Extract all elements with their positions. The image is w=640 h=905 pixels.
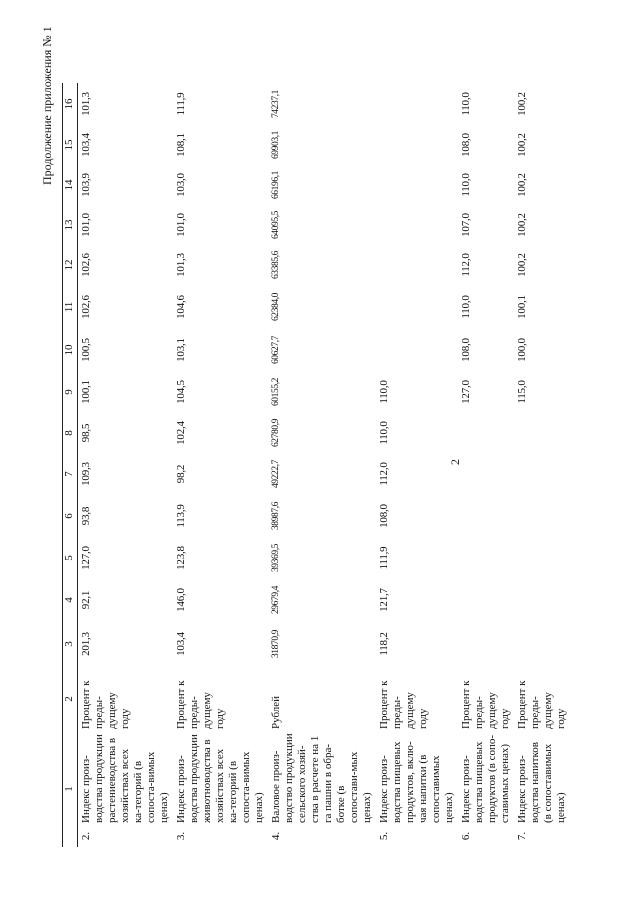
value-cell: 110,0 xyxy=(378,421,390,445)
indicator-name: Валовое произ-водство продукции сельского хозяй-ства в расчете на 1 га пашни в обра-ботке (в сопостави-мых ценах) xyxy=(270,733,373,823)
value-cell: 69903,1 xyxy=(271,130,281,160)
value-cell xyxy=(458,579,514,621)
row-number: 6. xyxy=(460,831,472,841)
value-cell: 74237,1 xyxy=(271,89,281,119)
header-cell: 13 xyxy=(63,205,78,245)
unit-of-measure: Процент к преды-дущему году xyxy=(80,680,131,729)
value-cell: 38987,6 xyxy=(271,501,281,531)
value-cell: 66196,1 xyxy=(271,170,281,200)
value-cell: 100,5 xyxy=(80,338,92,362)
header-cell: 10 xyxy=(63,329,78,371)
value-cell: 100,2 xyxy=(516,173,528,197)
value-cell xyxy=(514,495,570,537)
table-row xyxy=(173,83,268,847)
unit-of-measure: Рублей xyxy=(270,695,282,729)
value-cell: 103,9 xyxy=(80,173,92,197)
value-cell xyxy=(514,413,570,453)
value-cell xyxy=(376,245,458,285)
continuation-title: Продолжение приложения № 1 xyxy=(40,26,54,185)
row-number: 3. xyxy=(175,831,187,841)
value-cell: 93,8 xyxy=(80,506,92,526)
header-cell: 15 xyxy=(63,125,78,165)
unit-of-measure: Процент к преды-дущему году xyxy=(460,680,511,729)
value-cell xyxy=(376,329,458,371)
header-cell: 2 xyxy=(63,667,78,731)
value-cell: 101,3 xyxy=(175,253,187,277)
table-body xyxy=(78,83,571,847)
value-cell xyxy=(514,579,570,621)
value-cell: 127,0 xyxy=(80,546,92,570)
value-cell: 60155,2 xyxy=(271,377,281,407)
value-cell xyxy=(458,453,514,495)
value-cell: 104,5 xyxy=(175,380,187,404)
value-cell: 101,3 xyxy=(80,92,92,116)
value-cell xyxy=(376,83,458,125)
value-cell: 63385,6 xyxy=(271,250,281,280)
value-cell xyxy=(376,205,458,245)
value-cell: 31870,9 xyxy=(271,629,281,659)
value-cell: 103,4 xyxy=(80,133,92,157)
table-row xyxy=(268,83,376,847)
header-row xyxy=(63,83,78,847)
unit-of-measure: Процент к преды-дущему году xyxy=(378,680,429,729)
indicator-name: Индекс произ-водства пищевых продуктов (в сопо-ставимых ценах) xyxy=(460,734,511,823)
value-cell: 102,6 xyxy=(80,253,92,277)
value-cell: 146,0 xyxy=(175,588,187,612)
value-cell xyxy=(376,165,458,205)
value-cell: 123,8 xyxy=(175,546,187,570)
indicator-name: Индекс произ-водства продукции растениеводства в хозяйствах всех ка-тегорий (в сопоста-вимых ценах) xyxy=(80,734,170,823)
value-cell xyxy=(514,453,570,495)
unit-of-measure: Процент к преды-дущему году xyxy=(175,680,226,729)
value-cell: 110,0 xyxy=(378,380,390,404)
value-cell: 100,0 xyxy=(516,338,528,362)
value-cell: 108,0 xyxy=(378,504,390,528)
table-row xyxy=(376,83,458,847)
value-cell: 109,3 xyxy=(80,462,92,486)
value-cell: 108,0 xyxy=(460,338,472,362)
table-row xyxy=(458,83,514,847)
header-cell: 5 xyxy=(63,537,78,579)
value-cell: 104,6 xyxy=(175,295,187,319)
value-cell: 112,0 xyxy=(460,253,472,277)
value-cell: 100,2 xyxy=(516,133,528,157)
table-row xyxy=(514,83,570,847)
row-number: 2. xyxy=(80,831,92,841)
value-cell xyxy=(514,537,570,579)
value-cell: 103,0 xyxy=(175,173,187,197)
value-cell: 127,0 xyxy=(460,380,472,404)
value-cell: 110,0 xyxy=(460,92,472,116)
value-cell: 100,1 xyxy=(516,295,528,319)
value-cell xyxy=(458,495,514,537)
header-cell: 1 xyxy=(63,731,78,847)
header-cell: 8 xyxy=(63,413,78,453)
value-cell: 101,0 xyxy=(80,213,92,237)
value-cell: 98,5 xyxy=(80,423,92,443)
header-cell: 14 xyxy=(63,165,78,205)
header-cell: 11 xyxy=(63,285,78,329)
value-cell: 101,0 xyxy=(175,213,187,237)
value-cell: 121,7 xyxy=(378,588,390,612)
value-cell: 100,2 xyxy=(516,253,528,277)
indicator-name: Индекс произ-водства напитков (в сопоставимых ценах) xyxy=(516,742,567,823)
value-cell: 98,2 xyxy=(175,464,187,484)
row-number: 4. xyxy=(270,831,282,841)
value-cell: 115,0 xyxy=(516,380,528,404)
value-cell: 112,0 xyxy=(378,462,390,486)
header-cell: 3 xyxy=(63,621,78,667)
header-cell: 12 xyxy=(63,245,78,285)
value-cell: 100,1 xyxy=(80,380,92,404)
header-cell: 6 xyxy=(63,495,78,537)
value-cell xyxy=(376,285,458,329)
indicators-table xyxy=(62,83,570,847)
value-cell: 113,9 xyxy=(175,504,187,528)
value-cell: 111,9 xyxy=(378,546,390,570)
value-cell: 100,2 xyxy=(516,213,528,237)
value-cell: 100,2 xyxy=(516,92,528,116)
table-row xyxy=(78,83,174,847)
value-cell: 64095,5 xyxy=(271,210,281,240)
value-cell: 107,0 xyxy=(460,213,472,237)
value-cell: 62780,9 xyxy=(271,418,281,448)
value-cell: 110,0 xyxy=(460,173,472,197)
value-cell xyxy=(458,621,514,667)
value-cell: 102,6 xyxy=(80,295,92,319)
value-cell: 60627,7 xyxy=(271,335,281,365)
value-cell: 49222,7 xyxy=(271,459,281,489)
value-cell: 62384,0 xyxy=(271,292,281,322)
indicator-name: Индекс произ-водства продукции животноводства в хозяйствах всех ка-тегорий (в сопоста-вимых ценах) xyxy=(175,734,265,823)
value-cell xyxy=(458,413,514,453)
value-cell: 108,1 xyxy=(175,133,187,157)
value-cell: 92,1 xyxy=(80,590,92,610)
value-cell: 110,0 xyxy=(460,295,472,319)
header-cell: 4 xyxy=(63,579,78,621)
header-cell: 16 xyxy=(63,83,78,125)
value-cell: 118,2 xyxy=(378,632,390,656)
row-number: 7. xyxy=(516,831,528,841)
header-cell: 9 xyxy=(63,371,78,413)
page-number: 2 xyxy=(448,459,462,465)
value-cell: 39369,5 xyxy=(271,543,281,573)
unit-of-measure: Процент к преды-дущему году xyxy=(516,680,567,729)
value-cell xyxy=(376,125,458,165)
value-cell: 103,1 xyxy=(175,338,187,362)
value-cell xyxy=(514,621,570,667)
indicator-name: Индекс произ-водства пищевых продуктов, вклю-чая напитки (в сопоставимых ценах) xyxy=(378,741,455,823)
value-cell: 103,4 xyxy=(175,632,187,656)
value-cell: 29679,4 xyxy=(271,585,281,615)
row-number: 5. xyxy=(378,831,390,841)
header-cell: 7 xyxy=(63,453,78,495)
value-cell xyxy=(458,537,514,579)
value-cell: 108,0 xyxy=(460,133,472,157)
value-cell: 111,9 xyxy=(175,92,187,116)
value-cell: 102,4 xyxy=(175,421,187,445)
value-cell: 201,3 xyxy=(80,632,92,656)
